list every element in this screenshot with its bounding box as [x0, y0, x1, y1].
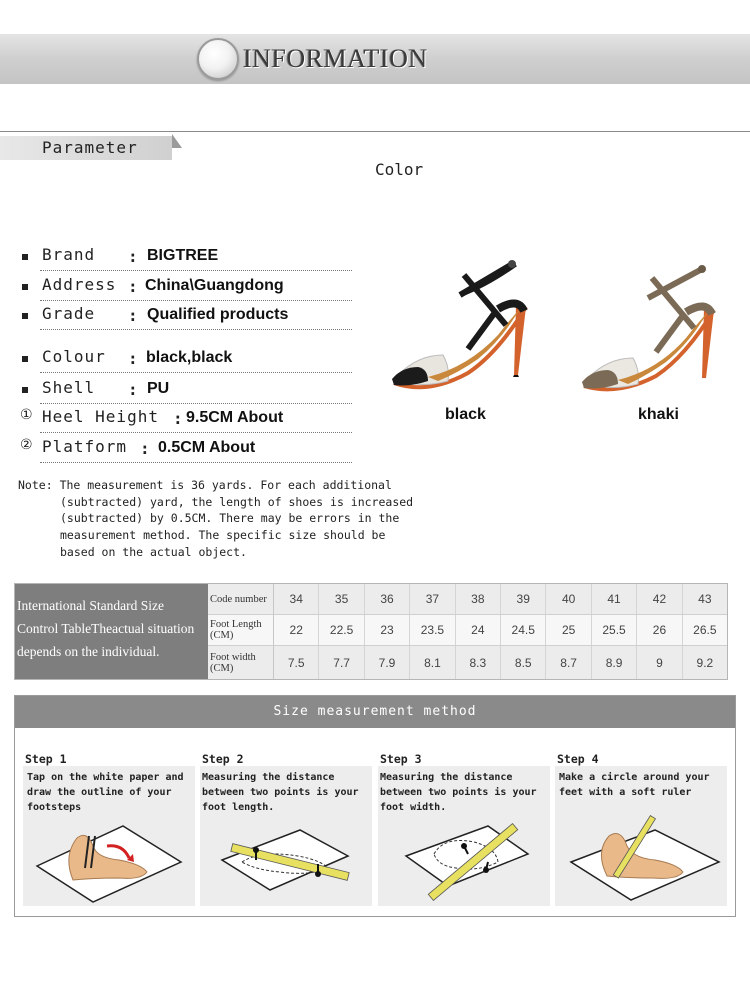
color-caption-black: black: [445, 406, 486, 423]
step-title: Step 1: [25, 752, 67, 766]
spec-value: black,black: [146, 349, 233, 366]
spec-label: Address: [42, 275, 117, 294]
parameter-divider: [0, 131, 750, 132]
spec-value: BIGTREE: [147, 247, 219, 264]
dotted-divider: [40, 403, 352, 404]
dotted-divider: [40, 372, 352, 373]
table-cell: 26.5: [693, 623, 717, 637]
spec-row-shell: [0, 376, 360, 404]
foot-circumference-illustration: [555, 806, 727, 906]
table-cell: 34: [274, 584, 319, 614]
spec-row-colour: [0, 345, 360, 373]
spec-label: Platform: [42, 437, 128, 456]
spec-row-grade: [0, 302, 360, 330]
bullet-icon: [22, 313, 28, 319]
foot-outline-illustration: [23, 806, 195, 906]
table-cell: 38: [456, 584, 501, 614]
black-sandal-image: [388, 255, 538, 395]
table-cell: 22.5: [319, 615, 364, 645]
table-cell: 7.9: [365, 646, 410, 679]
dotted-divider: [40, 300, 352, 301]
note-line-5: based on the actual object.: [60, 544, 247, 559]
spec-label: Shell: [42, 378, 96, 397]
step-description: Measuring the distance between two points is your foot width.: [380, 772, 537, 813]
spec-separator: :: [173, 409, 183, 428]
step-1: [25, 752, 197, 766]
spec-separator: :: [140, 439, 150, 458]
spec-value: 9.5CM About: [186, 409, 284, 426]
step-1-panel: [23, 766, 195, 906]
spec-row-brand: [0, 243, 360, 271]
table-cell: 8.7: [546, 646, 591, 679]
table-cell: 24.5: [501, 615, 546, 645]
bullet-icon: [22, 254, 28, 260]
spec-label: Heel Height: [42, 407, 159, 426]
table-cell: 39: [501, 584, 546, 614]
step-2-panel: [200, 766, 372, 906]
dotted-divider: [40, 462, 352, 463]
table-cell: 43: [698, 592, 712, 606]
row-header: Foot Length (CM): [208, 615, 274, 645]
spec-separator: :: [128, 306, 138, 325]
table-cell: 8.3: [456, 646, 501, 679]
row-header: Foot width (CM): [208, 646, 274, 679]
page-title: INFORMATION: [243, 44, 428, 73]
spec-row-platform: [0, 435, 360, 463]
table-cell: 22: [274, 615, 319, 645]
spec-value: 0.5CM About: [158, 439, 256, 456]
spec-row-heel-height: [0, 405, 360, 433]
khaki-sandal-image: [578, 262, 728, 397]
circled-number-2: ②: [20, 437, 33, 453]
spec-value: PU: [147, 380, 170, 397]
step-title: Step 4: [557, 752, 599, 766]
table-cell: 8.5: [501, 646, 546, 679]
spec-label: Colour: [42, 347, 106, 366]
table-row-foot-length: [208, 615, 727, 646]
color-heading: Color: [375, 160, 424, 179]
bullet-icon: [22, 284, 28, 290]
spec-separator: :: [128, 349, 138, 368]
circled-number-1: ①: [20, 407, 33, 423]
table-cell: 7.5: [274, 646, 319, 679]
spec-value: Qualified products: [147, 306, 289, 323]
spec-value: China\Guangdong: [145, 277, 284, 294]
foot-length-illustration: [200, 806, 372, 906]
step-3-panel: [378, 766, 550, 906]
size-table-caption: [15, 584, 208, 679]
step-description: Tap on the white paper and draw the outline of your footsteps: [27, 772, 184, 813]
table-cell: 42: [637, 584, 682, 614]
step-4: [557, 752, 729, 766]
table-cell: 9.2: [696, 655, 714, 670]
table-cell: 40: [546, 584, 591, 614]
spec-label: Brand: [42, 245, 96, 264]
bullet-icon: [22, 356, 28, 362]
table-cell: 23.5: [410, 615, 455, 645]
dotted-divider: [40, 270, 352, 271]
spec-separator: :: [128, 380, 138, 399]
parameter-label: Parameter: [42, 138, 138, 157]
table-cell: 25.5: [592, 615, 637, 645]
step-description: Make a circle around your feet with a soft ruler: [559, 772, 710, 798]
note-line-1: The measurement is 36 yards. For each additional: [59, 478, 392, 492]
step-4-panel: [555, 766, 727, 906]
dotted-divider: [40, 329, 352, 330]
table-cell: 8.1: [410, 646, 455, 679]
header-circle-icon: [197, 38, 239, 80]
table-row-code-number: [208, 584, 727, 615]
row-header: Code number: [208, 584, 274, 614]
note-line-4: measurement method. The specific size should be: [60, 528, 386, 543]
step-title: Step 3: [380, 752, 422, 766]
step-title: Step 2: [202, 752, 244, 766]
parameter-tab-notch: [172, 134, 182, 148]
color-caption-khaki: khaki: [638, 406, 679, 423]
table-cell: 25: [546, 615, 591, 645]
table-cell: 35: [319, 584, 364, 614]
table-row-foot-width: [208, 646, 727, 679]
spec-separator: :: [128, 247, 138, 266]
table-cell: 26: [637, 615, 682, 645]
foot-width-illustration: [378, 806, 550, 906]
note-prefix: Note:: [18, 478, 53, 492]
table-cell: 7.7: [319, 646, 364, 679]
spec-separator: :: [128, 277, 138, 296]
dotted-divider: [40, 432, 352, 433]
table-cell: 24: [456, 615, 501, 645]
table-cell: 41: [592, 584, 637, 614]
spec-row-address: [0, 273, 360, 301]
spec-label: Grade: [42, 304, 96, 323]
size-grid: [208, 584, 727, 679]
table-cell: 36: [365, 584, 410, 614]
table-cell: 37: [410, 584, 455, 614]
bullet-icon: [22, 387, 28, 393]
step-3: [380, 752, 552, 766]
note-line-3: (subtracted) by 0.5CM. There may be errors in the: [60, 511, 400, 526]
table-cell: 8.9: [592, 646, 637, 679]
caption-line: Control TableTheactual situation: [17, 621, 195, 636]
measurement-title: Size measurement method: [273, 704, 477, 719]
table-cell: 23: [365, 615, 410, 645]
step-2: [202, 752, 374, 766]
note-line-2: (subtracted) yard, the length of shoes is increased: [60, 494, 414, 509]
step-description: Measuring the distance between two points is your foot length.: [202, 772, 359, 813]
table-cell: 9: [637, 646, 682, 679]
note-text: [18, 477, 418, 561]
size-table: [14, 583, 728, 680]
caption-line: depends on the individual.: [17, 644, 160, 659]
caption-line: International Standard Size: [17, 598, 164, 613]
